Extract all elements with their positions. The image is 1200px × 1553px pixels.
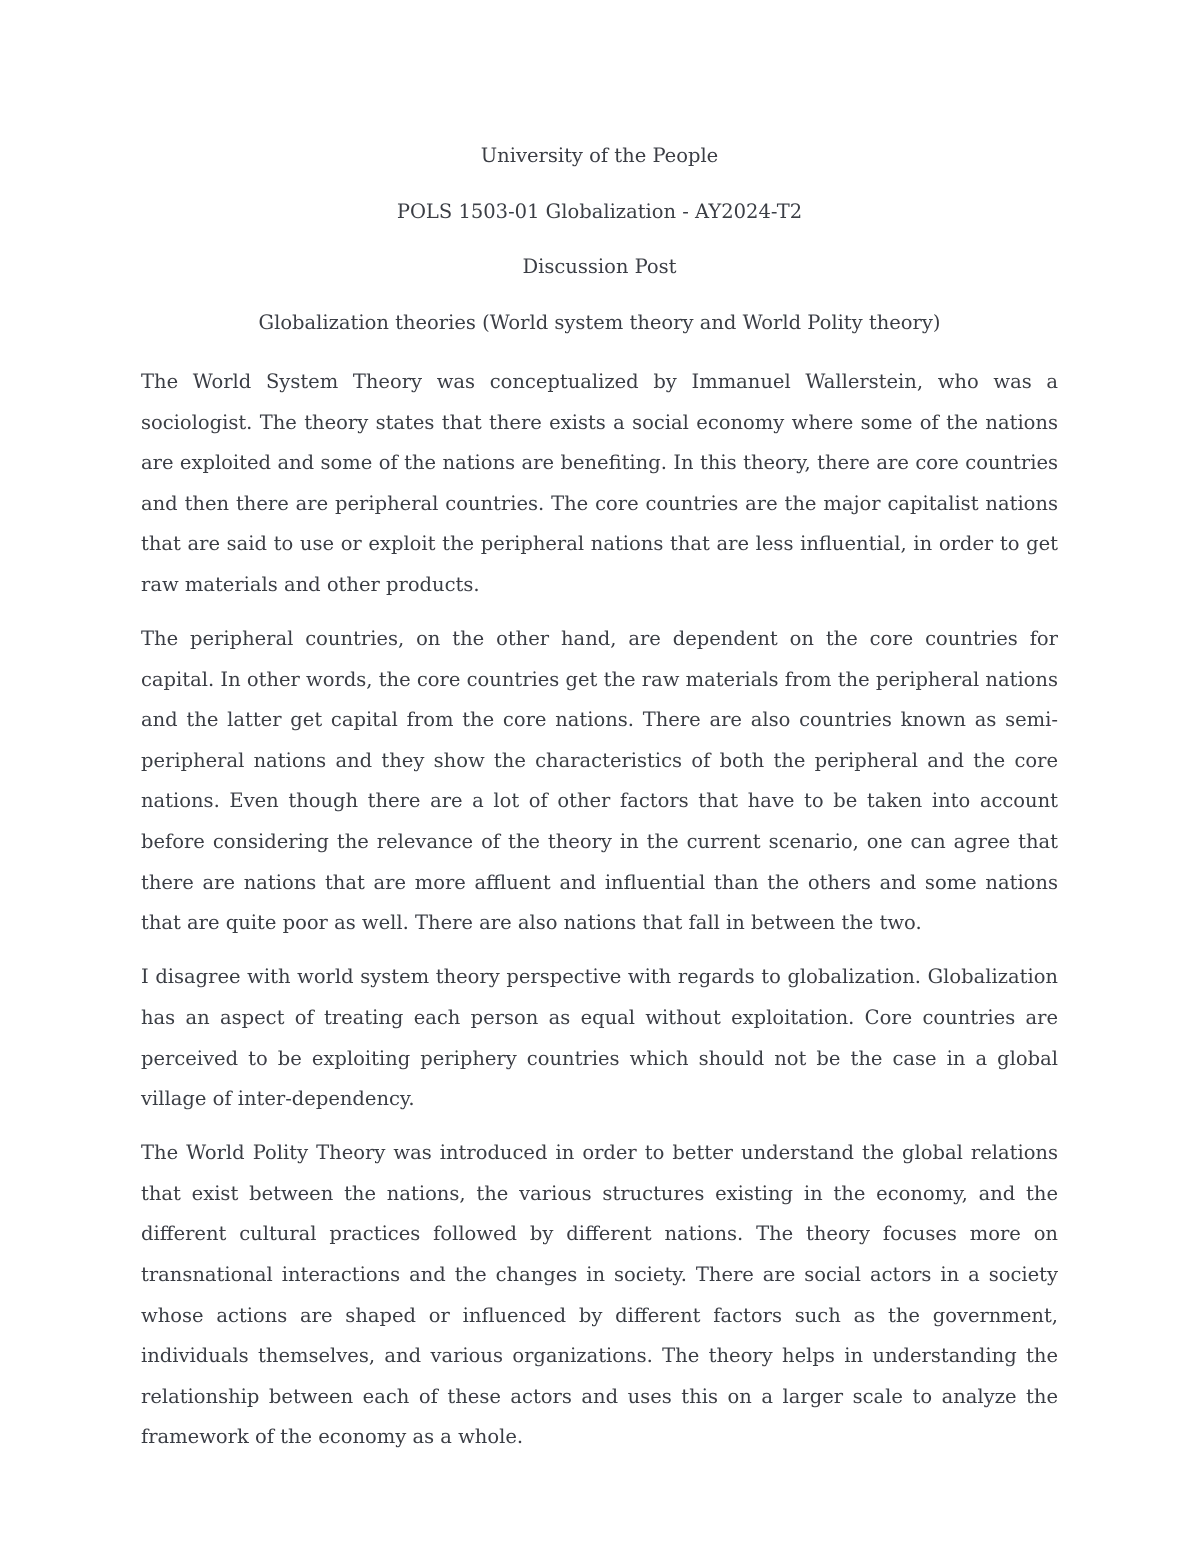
institution-name: University of the People <box>480 144 719 167</box>
course-title: POLS 1503-01 Globalization - AY2024-T2 <box>396 199 803 223</box>
paragraph-world-polity: The World Polity Theory was introduced in order to better understand the global relations that exist between the nations, the various structures existing in the economy, and the different cultural practices followed by different nations. The theory focuses more on transnational interactions and the changes in society. There are social actors in a society whose actions are shaped or influenced by different factors such as the government, individuals themselves, and various organizations. The theory helps in understanding the relationship between each of these actors and uses this on a larger scale to analyze the framework of the economy as a whole. <box>141 1141 1058 1449</box>
document-body <box>141 140 1058 1471</box>
paragraph-opinion: I disagree with world system theory perspective with regards to globalization. Globalization has an aspect of treating each person as equal without exploitation. Core countries are perceived to be exploiting periphery countries which should not be the case in a global village of inter-dependency. <box>141 965 1058 1111</box>
assignment-type: Discussion Post <box>522 255 677 278</box>
topic-title: Globalization theories (World system theory and World Polity theory) <box>258 310 941 334</box>
paragraph-peripheral-countries: The peripheral countries, on the other hand, are dependent on the core countries for capital. In other words, the core countries get the raw materials from the peripheral nations and the latter get capital from the core nations. There are also countries known as semi-peripheral nations and they show the characteristics of both the peripheral and the core nations. Even though there are a lot of other factors that have to be taken into account before considering the relevance of the theory in the current scenario, one can agree that there are nations that are more affluent and influential than the others and some nations that are quite poor as well. There are also nations that fall in between the two. <box>141 627 1058 935</box>
paragraph-world-system-intro: The World System Theory was conceptualized by Immanuel Wallerstein, who was a sociologist. The theory states that there exists a social economy where some of the nations are exploited and some of the nations are benefiting. In this theory, there are core countries and then there are peripheral countries. The core countries are the major capitalist nations that are said to use or exploit the peripheral nations that are less influential, in order to get raw materials and other products. <box>141 370 1058 596</box>
